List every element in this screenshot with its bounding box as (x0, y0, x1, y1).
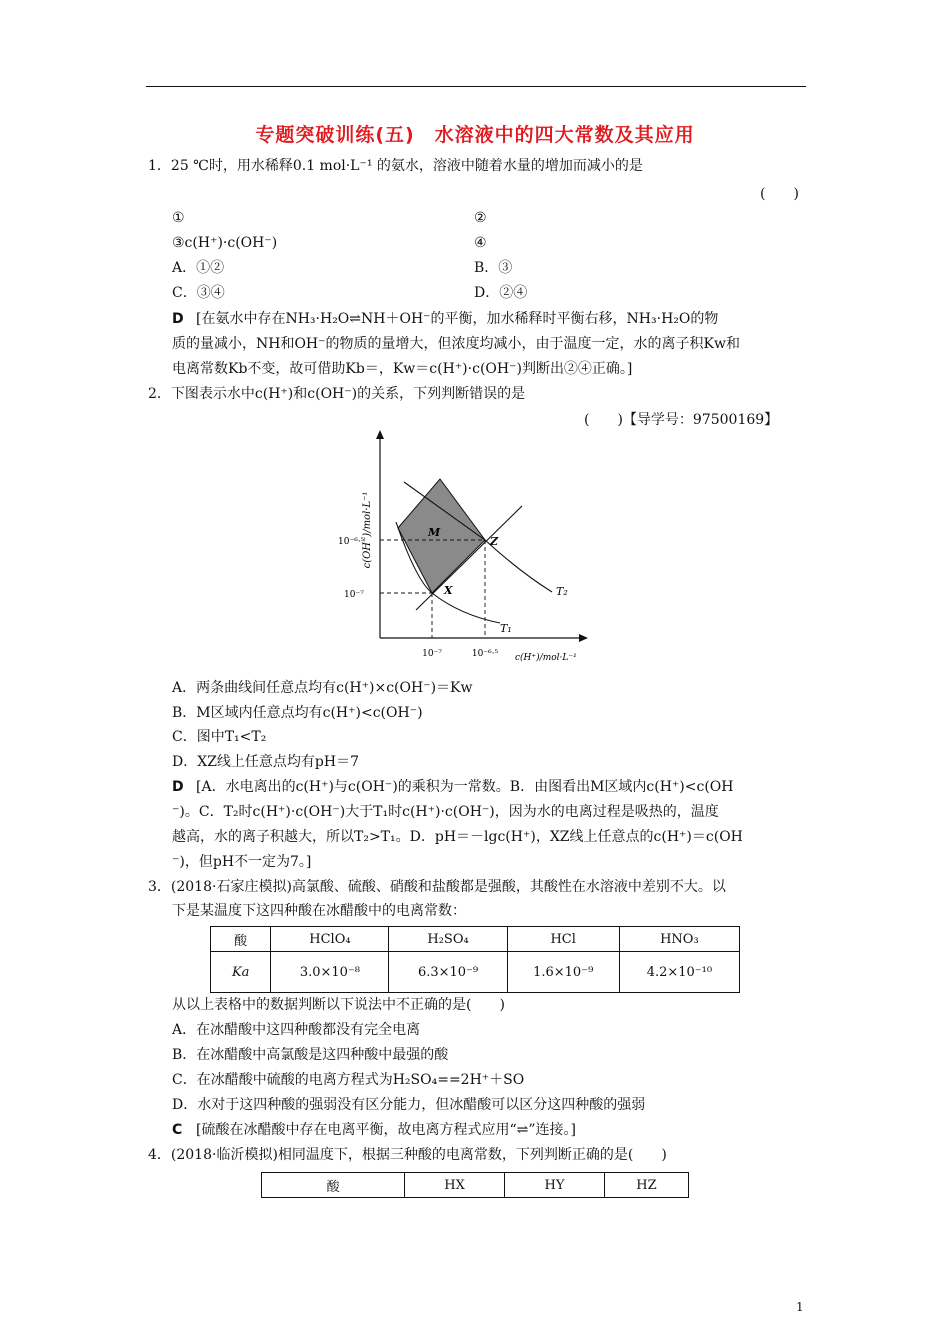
y-axis-label: c(OH⁻)/mol·L⁻¹ (362, 491, 373, 569)
point-label-x: X (444, 584, 453, 597)
q2-choice-b: B．M区域内任意点均有c(H⁺)<c(OH⁻) (172, 705, 423, 721)
q3-explanation-1: [硫酸在冰醋酸中存在电离平衡，故电离方程式应用“⇌”连接。] (196, 1122, 576, 1138)
q2-stem: 2．下图表示水中c(H⁺)和c(OH⁻)的关系，下列判断错误的是 (148, 386, 526, 402)
x-axis-arrow-icon (579, 634, 588, 642)
point-label-m: M (428, 526, 441, 539)
table-cell: HCl (507, 927, 619, 952)
table-cell: 酸 (211, 927, 271, 952)
q3-choice-a: A．在冰醋酸中这四种酸都没有完全电离 (172, 1022, 421, 1038)
q2-explanation-3: 越高，水的离子积越大，所以T₂>T₁。D．pH＝－lgc(H⁺)，XZ线上任意点的c(H⁺)＝c(OH (172, 829, 743, 845)
q3-choice-b: B．在冰醋酸中高氯酸是这四种酸中最强的酸 (172, 1047, 449, 1063)
q2-answer: D (172, 779, 184, 795)
table-row (262, 1173, 689, 1198)
point-label-z: Z (490, 535, 499, 548)
q2-choice-a: A．两条曲线间任意点均有c(H⁺)×c(OH⁻)＝Kw (172, 680, 473, 696)
table-cell: HNO₃ (619, 927, 739, 952)
q2-explanation-2: ⁻)。C．T₂时c(H⁺)·c(OH⁻)大于T₁时c(H⁺)·c(OH⁻)，因为水的电离过程是吸热的，温度 (172, 804, 719, 820)
table-cell: 3.0×10⁻⁸ (271, 952, 389, 993)
table-cell: 6.3×10⁻⁹ (389, 952, 507, 993)
table-cell: HClO₄ (271, 927, 389, 952)
q2-choice-d: D．XZ线上任意点均有pH＝7 (172, 754, 359, 770)
q3-ka-table (210, 926, 740, 993)
q1-explanation-1: [在氨水中存在NH₃·H₂O⇌NH＋OH⁻的平衡，加水稀释时平衡右移，NH₃·H₂O的物 (196, 311, 719, 327)
q3-stem-2: 下是某温度下这四种酸在冰醋酸中的电离常数： (172, 903, 466, 919)
m-region (398, 479, 485, 593)
table-cell: HZ (604, 1173, 688, 1198)
table-cell: HX (405, 1173, 505, 1198)
curve-label-t2: T₂ (556, 585, 568, 598)
q3-answer: C (172, 1122, 183, 1138)
table-cell: 1.6×10⁻⁹ (507, 952, 619, 993)
table-cell: HY (505, 1173, 605, 1198)
q1-explanation-3: 电离常数Kb不变，故可借助Kb＝，Kw＝c(H⁺)·c(OH⁻)判断出②④正确。] (172, 361, 633, 377)
q4-stem: 4．(2018·临沂模拟)相同温度下，根据三种酸的电离常数，下列判断正确的是( ) (148, 1147, 667, 1163)
header-rule (146, 86, 806, 87)
q3-stem-1: 3．(2018·石家庄模拟)高氯酸、硫酸、硝酸和盐酸都是强酸，其酸性在水溶液中差别不大。以 (148, 879, 726, 895)
q1-bracket: ( ) (760, 186, 799, 202)
table-cell: Ka (211, 952, 271, 993)
x-tick-7: 10⁻⁷ (422, 649, 442, 659)
q1-choice-b: B．③ (474, 260, 513, 276)
table-cell: 4.2×10⁻¹⁰ (619, 952, 739, 993)
y-tick-7: 10⁻⁷ (344, 590, 364, 600)
q1-option-1: ① (172, 210, 185, 226)
q2-explanation-4: ⁻)，但pH不一定为7。] (172, 854, 312, 870)
q1-answer: D (172, 311, 184, 327)
y-axis-arrow-icon (376, 430, 384, 439)
q1-choice-c: C．③④ (172, 285, 225, 301)
table-row (211, 927, 740, 952)
page-number: 1 (796, 1300, 804, 1314)
q3-choice-c: C．在冰醋酸中硫酸的电离方程式为H₂SO₄==2H⁺＋SO (172, 1072, 525, 1088)
q1-option-4: ④ (474, 235, 487, 251)
q1-option-2: ② (474, 210, 487, 226)
q1-stem: 1．25 ℃时，用水稀释0.1 mol·L⁻¹ 的氨水，溶液中随着水量的增加而减小的是 (148, 158, 643, 174)
x-tick-65: 10⁻⁶·⁵ (471, 649, 499, 659)
page-title: 专题突破训练(五) 水溶液中的四大常数及其应用 (255, 124, 695, 146)
q2-explanation-1: [A．水电离出的c(H⁺)与c(OH⁻)的乘积为一常数。B．由图看出M区域内c(H⁺)<c(OH (196, 779, 734, 795)
water-ionization-graph (330, 430, 610, 670)
table-row (211, 952, 740, 993)
table-cell: H₂SO₄ (389, 927, 507, 952)
q2-choice-c: C．图中T₁<T₂ (172, 729, 267, 745)
y-tick-65: 10⁻⁶·⁵ (338, 537, 365, 547)
q3-question: 从以上表格中的数据判断以下说法中不正确的是( ) (172, 997, 505, 1013)
q1-choice-a: A．①② (172, 260, 225, 276)
q1-explanation-2: 质的量减小，NH和OH⁻的物质的量增大，但浓度均减小，由于温度一定，水的离子积Kw和 (172, 336, 740, 352)
x-axis-label: c(H⁺)/mol·L⁻¹ (515, 653, 577, 663)
q3-choice-d: D．水对于这四种酸的强弱没有区分能力，但冰醋酸可以区分这四种酸的强弱 (172, 1097, 646, 1113)
q2-bracket: ( )【导学号：97500169】 (584, 412, 779, 428)
q1-option-3: ③c(H⁺)·c(OH⁻) (172, 235, 278, 251)
q1-choice-d: D．②④ (474, 285, 528, 301)
curve-label-t1: T₁ (500, 622, 512, 635)
table-cell: 酸 (262, 1173, 405, 1198)
q4-acid-table (261, 1172, 689, 1198)
